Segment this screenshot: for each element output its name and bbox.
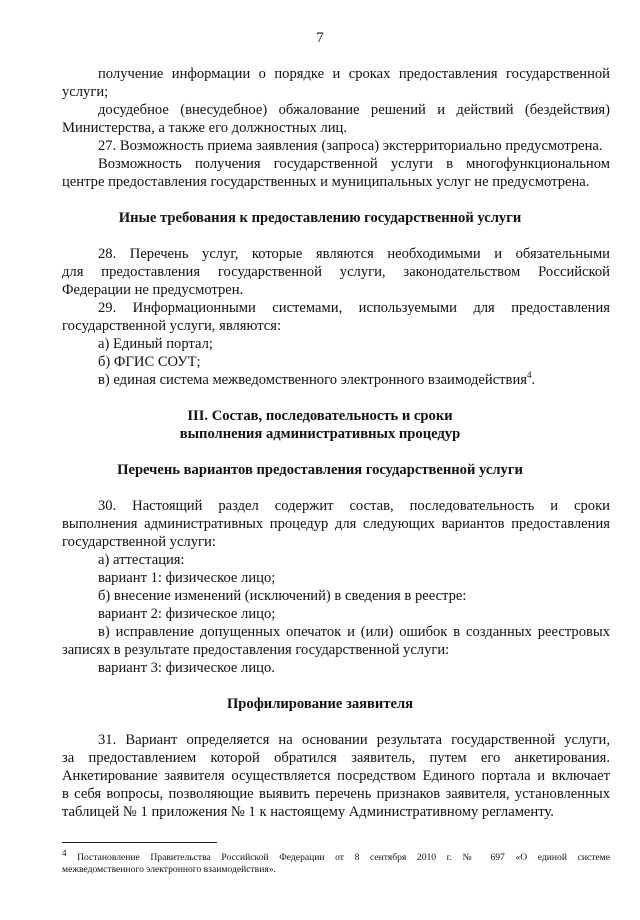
text-line: в себя вопросы, позволяющие выявить перечень признаков заявителя, установленных — [62, 786, 610, 802]
text-line: а) Единый портал; — [98, 336, 213, 352]
text-line: вариант 1: физическое лицо; — [98, 570, 276, 586]
chapter-heading: III. Состав, последовательность и сроки — [187, 408, 453, 424]
footnote-line — [62, 847, 610, 864]
text-line: Федерации не предусмотрен. — [62, 282, 244, 298]
text-line: получение информации о порядке и сроках предоставления государственной — [98, 66, 610, 82]
text-line: б) внесение изменений (исключений) в сведения в реестре: — [98, 588, 467, 604]
text-line — [98, 371, 535, 389]
text-line: 30. Настоящий раздел содержит состав, последовательность и сроки — [98, 498, 610, 514]
text-line: Возможность получения государственной услуги в многофункциональном — [98, 156, 610, 172]
text-line: б) ФГИС СОУТ; — [98, 354, 201, 370]
text-line: услуги; — [62, 84, 109, 100]
text-line: центре предоставления государственных и муниципальных услуг не предусмотрена. — [62, 174, 590, 190]
text-line-body: в) единая система межведомственного электронного взаимодействия — [98, 372, 527, 388]
text-line: выполнения административных процедур для следующих вариантов предоставления — [62, 516, 610, 532]
footnote-reference: 4 — [526, 370, 532, 381]
text-line: Министерства, а также его должностных лиц. — [62, 120, 348, 136]
text-line: Анкетирование заявителя осуществляется посредством Единого портала и включает — [62, 768, 610, 784]
text-line-tail: . — [531, 372, 536, 388]
page-number: 7 — [316, 30, 324, 46]
section-heading: Иные требования к предоставлению государственной услуги — [118, 210, 522, 226]
chapter-heading: выполнения административных процедур — [179, 426, 461, 442]
text-line: вариант 2: физическое лицо; — [98, 606, 276, 622]
text-line: 28. Перечень услуг, которые являются необходимыми и обязательными — [98, 246, 610, 262]
footnote-line: межведомственного электронного взаимодействия». — [62, 864, 276, 875]
text-line: 31. Вариант определяется на основании результата государственной услуги, — [98, 732, 610, 748]
footnote-mark: 4 — [62, 847, 67, 858]
text-line: для предоставления государственной услуги, законодательством Российской — [62, 264, 610, 280]
text-line: а) аттестация: — [98, 552, 185, 568]
text-line: государственной услуги, являются: — [62, 318, 282, 334]
text-line: записях в результате предоставления государственной услуги: — [62, 642, 450, 658]
section-heading: Профилирование заявителя — [226, 696, 414, 712]
footnote-separator — [62, 842, 217, 843]
text-line: вариант 3: физическое лицо. — [98, 660, 275, 676]
footnote-text: Постановление Правительства Российской Федерации от 8 сентября 2010 г. № 697 «О единой системе — [77, 852, 610, 863]
section-heading: Перечень вариантов предоставления государственной услуги — [117, 462, 523, 478]
text-line: 29. Информационными системами, используемыми для предоставления — [98, 300, 610, 316]
text-line: 27. Возможность приема заявления (запроса) экстерриториально предусмотрена. — [98, 138, 603, 154]
text-line: за предоставлением которой обратился заявитель, путем его анкетирования. — [62, 750, 610, 766]
text-line: государственной услуги: — [62, 534, 216, 550]
text-line: досудебное (внесудебное) обжалование решений и действий (бездействия) — [98, 102, 610, 118]
text-line: в) исправление допущенных опечаток и (или) ошибок в созданных реестровых — [98, 624, 610, 640]
text-line: таблицей № 1 приложения № 1 к настоящему Административному регламенту. — [62, 804, 554, 820]
